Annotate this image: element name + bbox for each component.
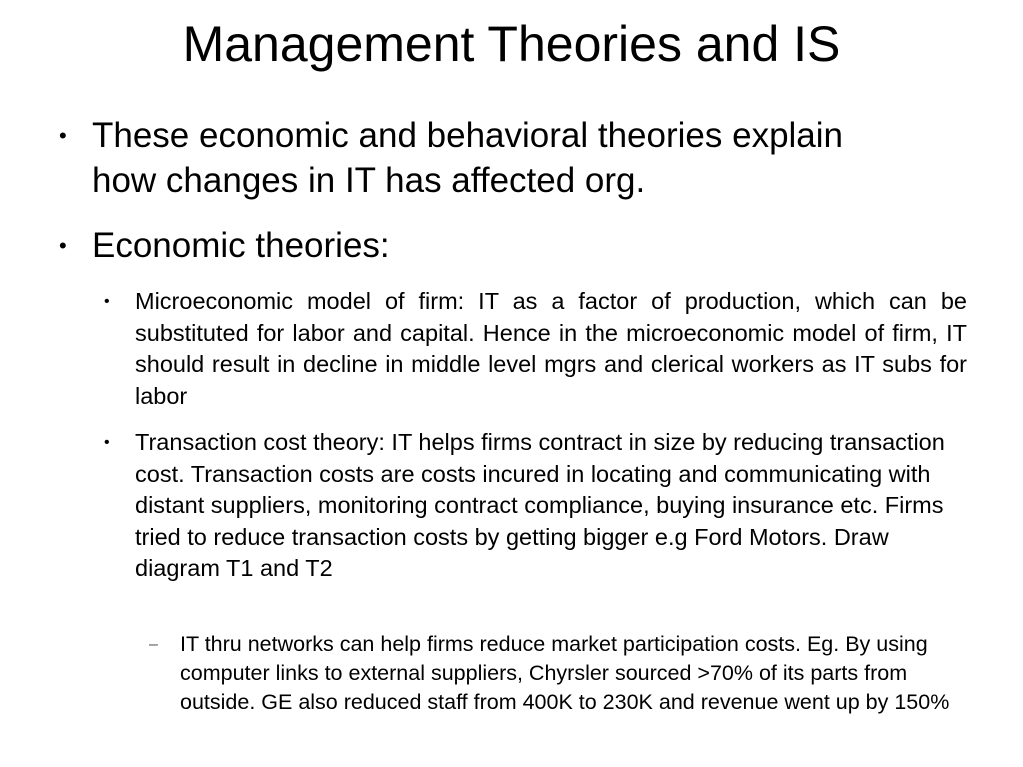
sub-bullet-transaction-cost-theory (104, 427, 971, 585)
bullet-marker: • (59, 123, 67, 148)
sub-bullet-microeconomic-model (104, 286, 967, 412)
sub-bullet-text: Microeconomic model of firm: IT as a factor of production, which can be substituted for labor and capital. Hence in the microeconomic model of firm, IT should result in decline in middle level mgrs and clerical workers as IT subs for labor (135, 288, 967, 409)
sub-bullet-marker: • (104, 434, 110, 451)
sub-bullet-text: Transaction cost theory: IT helps firms contract in size by reducing transaction cost. Transaction costs are costs incured in locating and communicating with distant suppliers, monitoring contract compliance, buying insurance etc. Firms tried to reduce transaction costs by getting bigger e.g Ford Motors. Draw diagram T1 and T2 (135, 429, 945, 581)
sub-sub-bullet-network-costs (149, 630, 955, 717)
slide-title: Management Theories and IS (182, 16, 841, 72)
bullet-text: Economic theories: (92, 226, 390, 265)
bullet-economic-theories (59, 223, 912, 268)
bullet-marker: • (59, 233, 67, 258)
sub-bullet-marker: • (104, 293, 110, 310)
sub-sub-bullet-text: IT thru networks can help firms reduce market participation costs. Eg. By using computer links to external suppliers, Chyrsler sourced >70% of its parts from outside. GE also reduced staff from 400K to 230K and revenue went up by 150% (180, 632, 950, 714)
bullet-text: These economic and behavioral theories explain how changes in IT has affected org. (92, 116, 844, 200)
bullet-theories-explanation (59, 113, 912, 203)
sub-sub-bullet-marker: – (149, 636, 158, 653)
